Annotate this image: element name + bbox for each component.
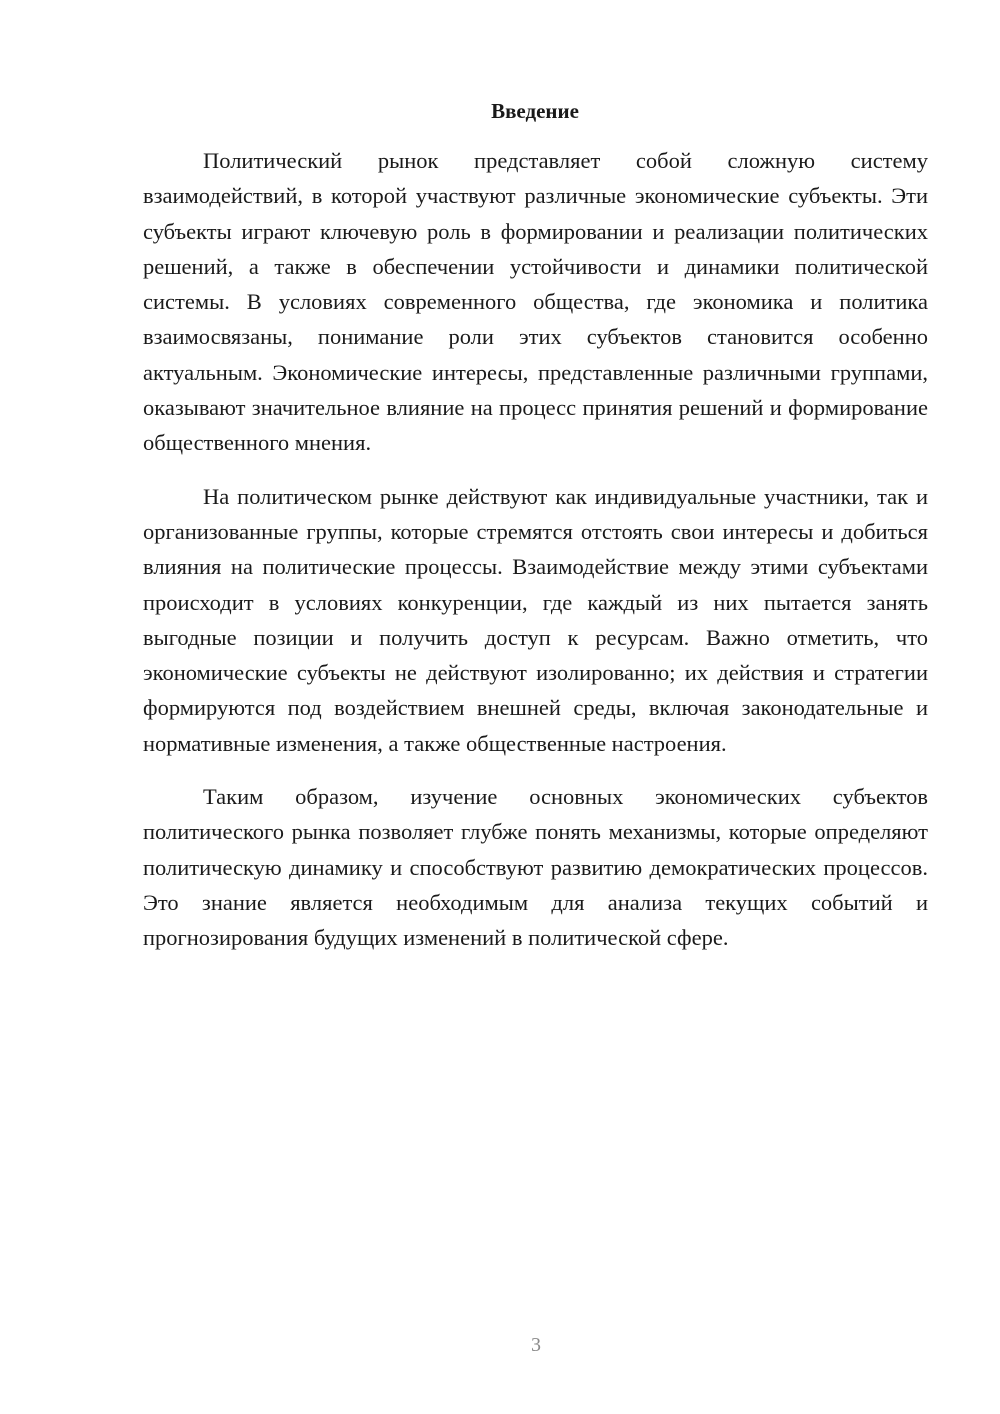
paragraph-1: Политический рынок представляет собой сложную систему взаимодействий, в которой участвуют различные экономические субъекты. Эти субъекты играют ключевую роль в формировании и реализации политических решений, а также в обеспечении устойчивости и динамики политической системы. В условиях современного общества, где экономика и политика взаимосвязаны, понимание роли этих субъектов становится особенно актуальным. Экономические интересы, представленные различными группами, оказывают значительное влияние на процесс принятия решений и формирование общественного мнения.: [143, 148, 928, 456]
page-title: Введение: [491, 99, 579, 123]
paragraph-2: На политическом рынке действуют как индивидуальные участники, так и организованные группы, которые стремятся отстоять свои интересы и добиться влияния на политические процессы. Взаимодействие между этими субъектами происходит в условиях конкуренции, где каждый из них пытается занять выгодные позиции и получить доступ к ресурсам. Важно отметить, что экономические субъекты не действуют изолированно; их действия и стратегии формируются под воздействием внешней среды, включая законодательные и нормативные изменения, а также общественные настроения.: [143, 483, 928, 756]
page-number: 3: [531, 1334, 541, 1356]
paragraph-3: Таким образом, изучение основных экономических субъектов политического рынка позволяет глубже понять механизмы, которые определяют политическую динамику и способствуют развитию демократических процессов. Это знание является необходимым для анализа текущих событий и прогнозирования будущих изменений в политической сфере.: [143, 784, 928, 951]
body-text: [143, 143, 928, 974]
